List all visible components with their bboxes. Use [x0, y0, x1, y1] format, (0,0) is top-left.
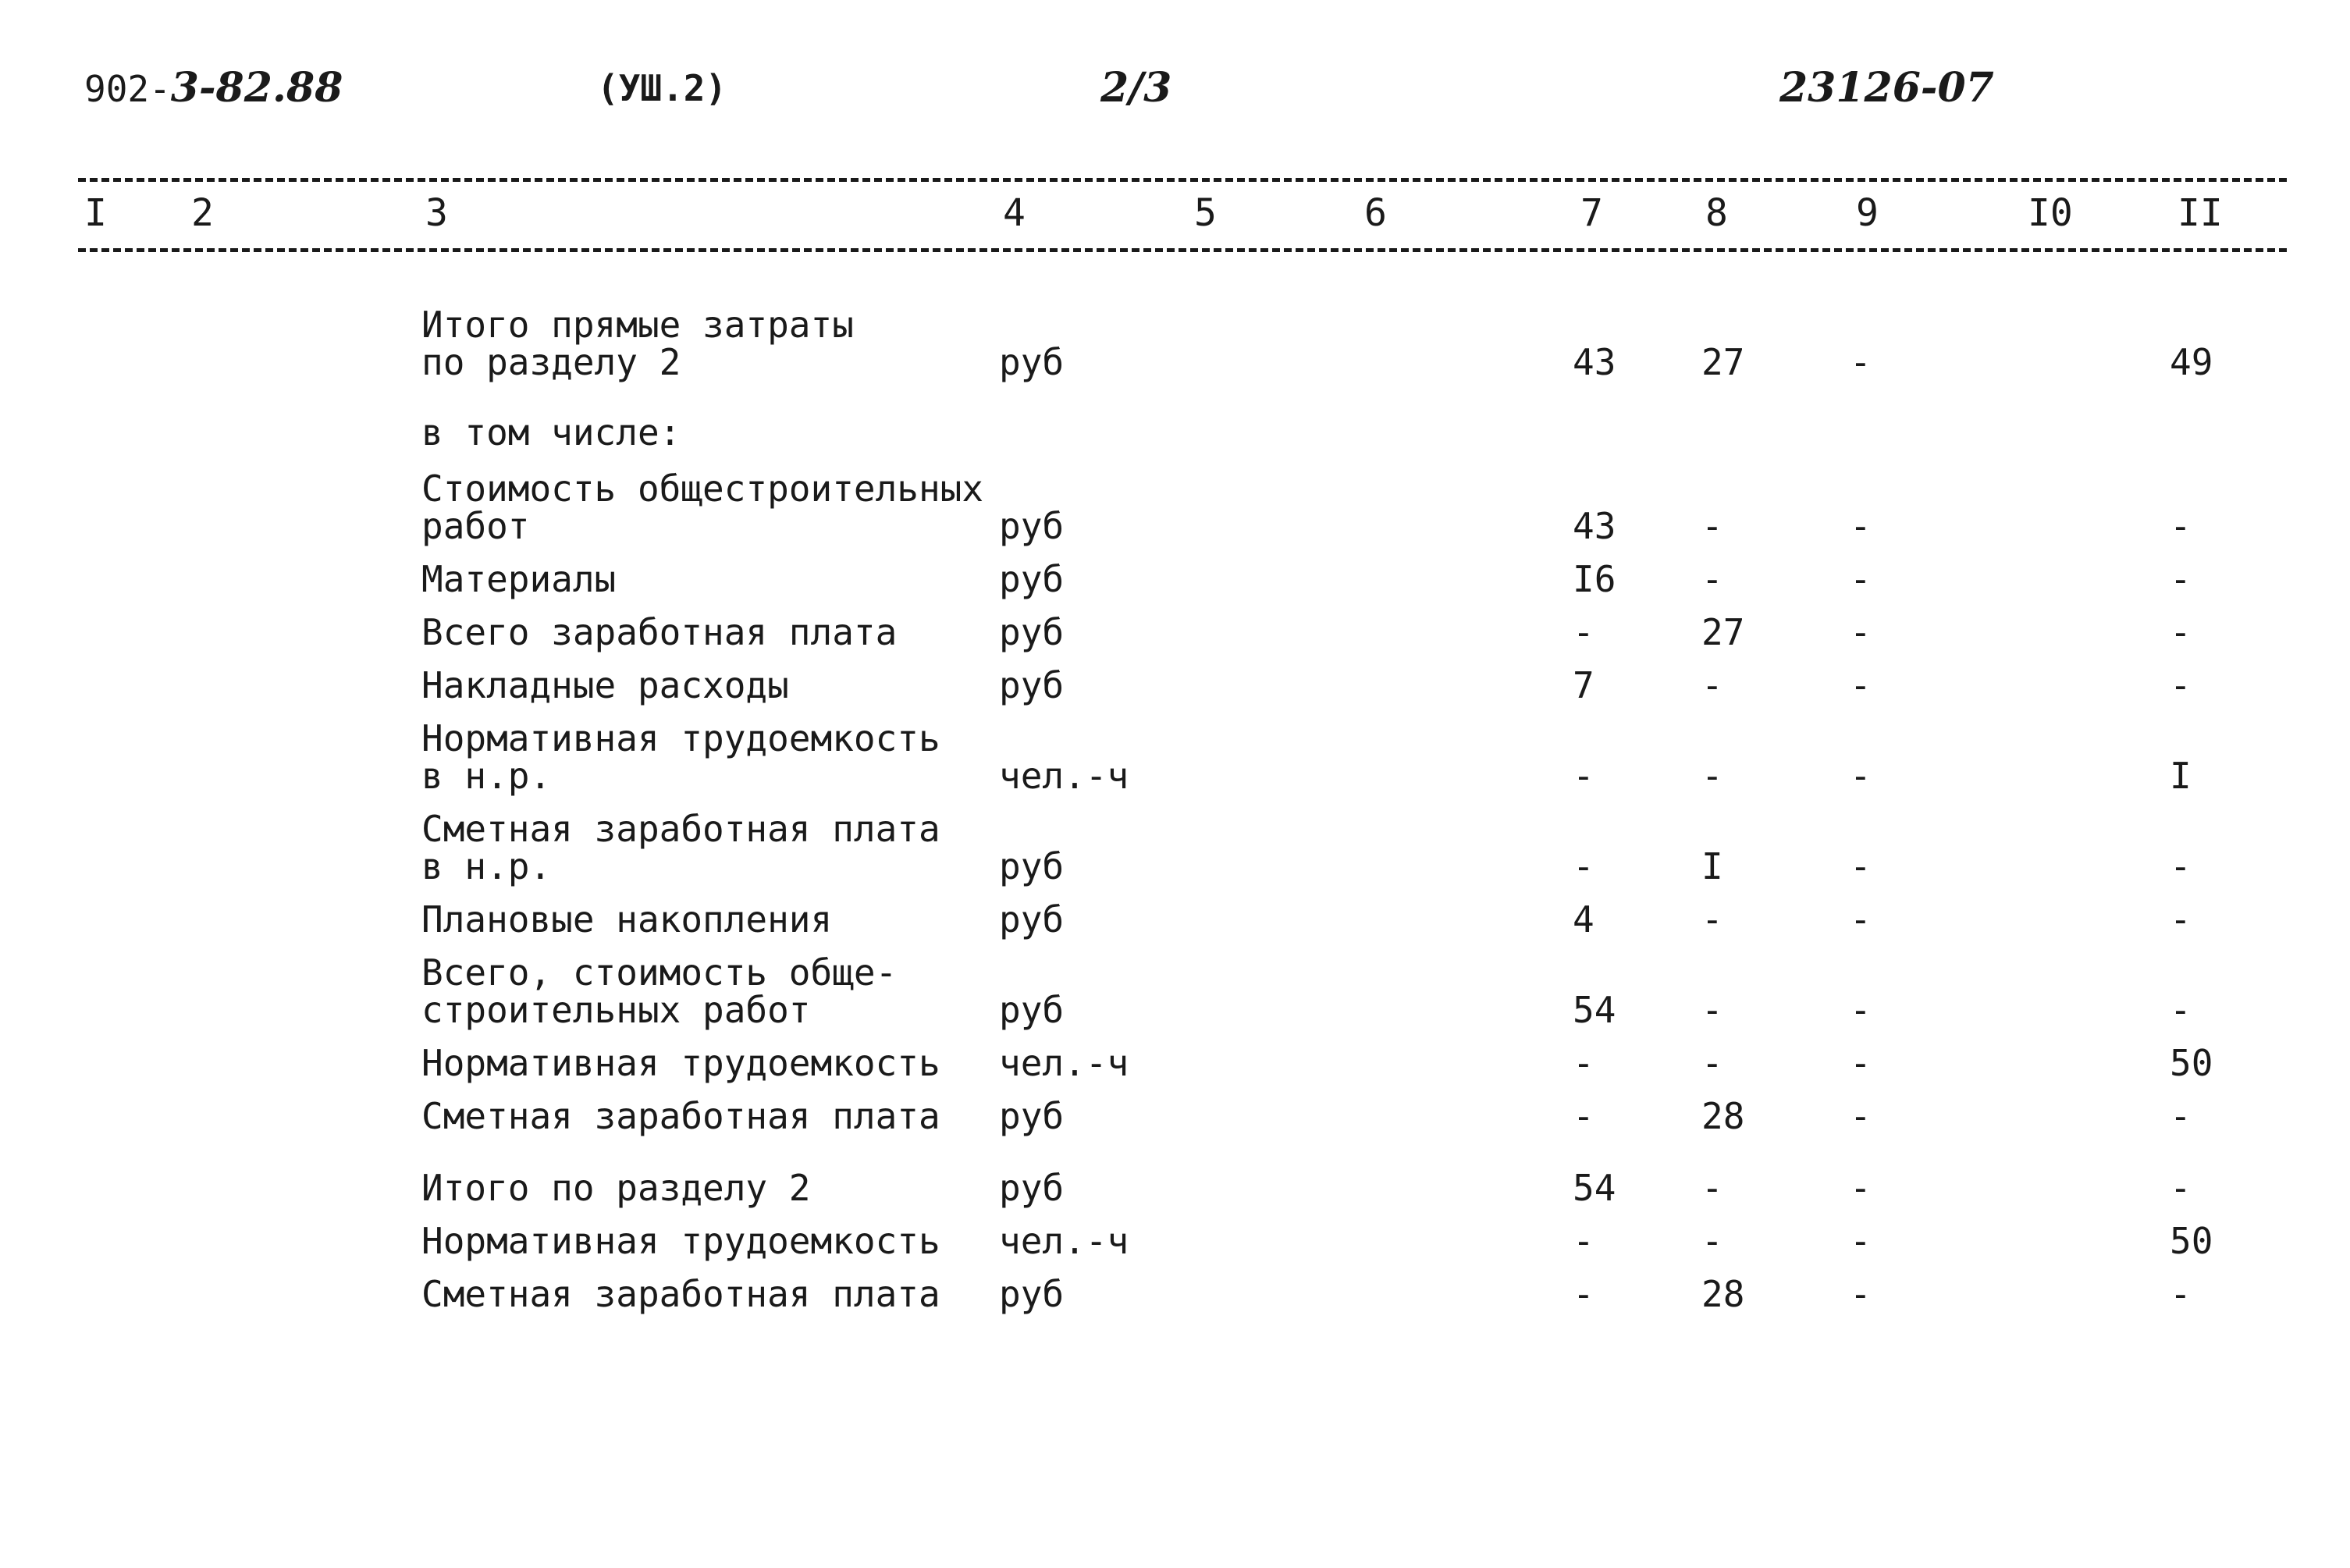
row-value-col8: - [1701, 664, 1723, 706]
row-value-col11: - [2170, 1167, 2192, 1209]
row-value-col7: 54 [1573, 1167, 1616, 1209]
document-number: 23126-07 [1779, 64, 1994, 112]
row-name [421, 1044, 940, 1082]
row-value-col9: - [1850, 755, 1872, 797]
row-value-col7: - [1573, 1220, 1595, 1262]
row-unit: руб [999, 341, 1065, 383]
row-unit: руб [999, 898, 1065, 940]
row-value-col9: - [1850, 989, 1872, 1031]
row-value-col7: I6 [1573, 558, 1616, 600]
row-name [421, 717, 940, 797]
row-value-col11: - [2170, 989, 2192, 1031]
row-value-col8: - [1701, 989, 1723, 1031]
row-value-col7: 54 [1573, 989, 1616, 1031]
row-name-line: Стоимость общестроительных [421, 468, 984, 510]
row-name-line: Сметная заработная плата [421, 1273, 940, 1315]
row-unit: руб [999, 558, 1065, 600]
row-value-col9: - [1850, 558, 1872, 600]
row-value-col7: 7 [1573, 664, 1595, 706]
row-name [421, 1222, 940, 1260]
row-unit: руб [999, 664, 1065, 706]
row-value-col9: - [1850, 898, 1872, 940]
row-unit: руб [999, 611, 1065, 653]
row-value-col7: - [1573, 845, 1595, 887]
row-value-col11: - [2170, 1273, 2192, 1315]
row-value-col11: - [2170, 611, 2192, 653]
row-name-line: в н.р. [421, 755, 552, 797]
row-value-col9: - [1850, 611, 1872, 653]
column-number-9: 9 [1856, 191, 1879, 235]
row-unit: руб [999, 1273, 1065, 1315]
row-value-col7: - [1573, 611, 1595, 653]
row-name-line: Всего заработная плата [421, 611, 898, 653]
row-value-col9: - [1850, 664, 1872, 706]
row-value-col7: - [1573, 1095, 1595, 1137]
row-name-line: Нормативная трудоемкость [421, 1042, 940, 1084]
column-number-1: I [84, 191, 107, 235]
row-value-col11: - [2170, 898, 2192, 940]
row-value-col9: - [1850, 1273, 1872, 1315]
column-number-6: 6 [1364, 191, 1387, 235]
row-name-line: в том числе: [421, 411, 681, 453]
row-name [421, 560, 616, 598]
row-unit: чел.-ч [999, 755, 1129, 797]
row-name [421, 411, 681, 453]
document-code-prefix: 902- [84, 68, 171, 110]
column-number-3: 3 [425, 191, 448, 235]
column-number-4: 4 [1003, 191, 1026, 235]
row-value-col9: - [1850, 341, 1872, 383]
row-name-line: строительных работ [421, 989, 811, 1031]
row-name-line: Всего, стоимость обще- [421, 951, 898, 994]
row-name [421, 951, 898, 1031]
row-value-col7: 43 [1573, 341, 1616, 383]
row-name-line: Сметная заработная плата [421, 1095, 940, 1137]
column-number-10: I0 [2028, 191, 2073, 235]
row-name-line: работ [421, 505, 530, 547]
row-name-line: Материалы [421, 558, 617, 600]
column-number-5: 5 [1194, 191, 1217, 235]
row-value-col11: 50 [2170, 1042, 2213, 1084]
column-number-2: 2 [191, 191, 214, 235]
document-code-handwritten: 3-82.88 [170, 64, 343, 112]
row-value-col9: - [1850, 1167, 1872, 1209]
row-name-line: по разделу 2 [421, 341, 681, 383]
row-name [421, 306, 854, 381]
row-value-col7: - [1573, 1273, 1595, 1315]
row-name [421, 613, 897, 651]
row-value-col9: - [1850, 845, 1872, 887]
row-value-col8: 27 [1701, 341, 1745, 383]
row-name [421, 810, 940, 885]
row-value-col8: - [1701, 1220, 1723, 1262]
row-value-col11: I [2170, 755, 2192, 797]
row-value-col11: - [2170, 505, 2192, 547]
row-value-col11: - [2170, 845, 2192, 887]
row-unit: чел.-ч [999, 1042, 1129, 1084]
row-unit: руб [999, 845, 1065, 887]
row-value-col8: - [1701, 1042, 1723, 1084]
row-name [421, 1275, 940, 1313]
row-value-col11: - [2170, 1095, 2192, 1137]
row-name [421, 1097, 940, 1135]
row-name-line: в н.р. [421, 845, 552, 887]
row-name-line: Итого прямые затраты [421, 304, 854, 346]
row-name-line: Нормативная трудоемкость [421, 717, 940, 759]
row-value-col9: - [1850, 1095, 1872, 1137]
row-value-col11: - [2170, 558, 2192, 600]
row-name [421, 1169, 811, 1207]
row-value-col7: - [1573, 755, 1595, 797]
row-value-col8: 28 [1701, 1095, 1745, 1137]
row-value-col7: 43 [1573, 505, 1616, 547]
row-name [421, 470, 983, 545]
row-name-line: Итого по разделу 2 [421, 1167, 811, 1209]
row-value-col9: - [1850, 1220, 1872, 1262]
row-value-col8: 27 [1701, 611, 1745, 653]
row-value-col8: - [1701, 505, 1723, 547]
row-value-col11: 49 [2170, 341, 2213, 383]
row-name [421, 898, 833, 940]
row-value-col8: - [1701, 558, 1723, 600]
row-unit: чел.-ч [999, 1220, 1129, 1262]
row-value-col9: - [1850, 505, 1872, 547]
row-value-col8: - [1701, 898, 1723, 940]
row-value-col11: 50 [2170, 1220, 2213, 1262]
section-number: (УШ.2) [597, 67, 727, 109]
row-value-col7: 4 [1573, 898, 1595, 940]
row-name-line: Накладные расходы [421, 664, 789, 706]
row-value-col11: - [2170, 664, 2192, 706]
row-value-col8: 28 [1701, 1273, 1745, 1315]
row-value-col8: I [1701, 845, 1723, 887]
column-number-11: II [2178, 191, 2223, 235]
row-value-col8: - [1701, 1167, 1723, 1209]
row-value-col7: - [1573, 1042, 1595, 1084]
row-value-col9: - [1850, 1042, 1872, 1084]
row-unit: руб [999, 1095, 1065, 1137]
row-unit: руб [999, 1167, 1065, 1209]
row-unit: руб [999, 505, 1065, 547]
row-name-line: Сметная заработная плата [421, 808, 940, 850]
page-number: 2/3 [1100, 64, 1172, 112]
row-value-col8: - [1701, 755, 1723, 797]
row-name-line: Нормативная трудоемкость [421, 1220, 940, 1262]
row-name [421, 664, 789, 706]
column-number-7: 7 [1580, 191, 1603, 235]
row-unit: руб [999, 989, 1065, 1031]
row-name-line: Плановые накопления [421, 898, 833, 940]
column-number-8: 8 [1705, 191, 1728, 235]
